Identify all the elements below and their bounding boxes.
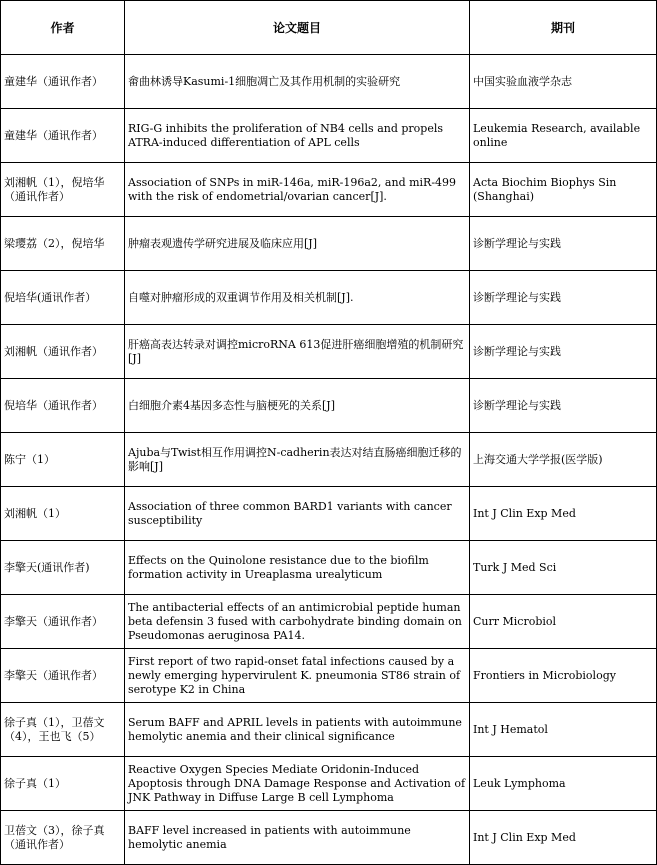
author-cell: 李擎天（通讯作者） [1,595,125,649]
title-cell: 畲曲林诱导Kasumi-1细胞凋亡及其作用机制的实验研究 [125,55,470,109]
title-cell: First report of two rapid-onset fatal infections caused by a newly emerging hypervirulent K. pneumonia ST86 strain of serotype K2 in China [125,649,470,703]
title-cell: Association of three common BARD1 variants with cancer susceptibility [125,487,470,541]
table-row [1,487,657,541]
table-row [1,325,657,379]
title-cell: 肿瘤表观遗传学研究进展及临床应用[J] [125,217,470,271]
author-cell: 倪培华(通讯作者） [1,271,125,325]
journal-cell: 中国实验血液学杂志 [470,55,657,109]
journal-cell: Frontiers in Microbiology [470,649,657,703]
author-cell: 童建华（通讯作者） [1,109,125,163]
title-cell: The antibacterial effects of an antimicrobial peptide human beta defensin 3 fused with carbohydrate binding domain on Pseudomonas aeruginosa PA14. [125,595,470,649]
journal-cell: Int J Hematol [470,703,657,757]
journal-cell: Acta Biochim Biophys Sin (Shanghai) [470,163,657,217]
title-cell: Association of SNPs in miR-146a, miR-196a2, and miR-499 with the risk of endometrial/ovarian cancer[J]. [125,163,470,217]
journal-cell: Leuk Lymphoma [470,757,657,811]
title-cell: BAFF level increased in patients with autoimmune hemolytic anemia [125,811,470,865]
author-cell: 李擎天（通讯作者） [1,649,125,703]
journal-cell: 诊断学理论与实践 [470,271,657,325]
author-cell: 李擎天(通讯作者) [1,541,125,595]
table-row [1,55,657,109]
table-row [1,595,657,649]
author-cell: 梁璎荔（2），倪培华 [1,217,125,271]
journal-cell: Int J Clin Exp Med [470,811,657,865]
table-row [1,703,657,757]
header-author: 作者 [1,1,125,55]
header-title: 论文题目 [125,1,470,55]
table-row [1,271,657,325]
table-row [1,541,657,595]
table-row [1,757,657,811]
journal-cell: Leukemia Research, available online [470,109,657,163]
title-cell: Ajuba与Twist相互作用调控N-cadherin表达对结直肠癌细胞迁移的影响[J] [125,433,470,487]
author-cell: 卫蓓文（3），徐子真（通讯作者） [1,811,125,865]
author-cell: 刘湘帆（通讯作者） [1,325,125,379]
author-cell: 陈宁（1） [1,433,125,487]
journal-cell: Int J Clin Exp Med [470,487,657,541]
author-cell: 刘湘帆（1），倪培华（通讯作者） [1,163,125,217]
title-cell: Reactive Oxygen Species Mediate Oridonin-Induced Apoptosis through DNA Damage Response and Activation of JNK Pathway in Diffuse Large B cell Lymphoma [125,757,470,811]
table-row [1,379,657,433]
title-cell: 自噬对肿瘤形成的双重调节作用及相关机制[J]. [125,271,470,325]
title-cell: RIG-G inhibits the proliferation of NB4 cells and propels ATRA-induced differentiation of APL cells [125,109,470,163]
journal-cell: Curr Microbiol [470,595,657,649]
table-row [1,811,657,865]
table-row [1,217,657,271]
table-row [1,433,657,487]
header-journal: 期刊 [470,1,657,55]
author-cell: 刘湘帆（1） [1,487,125,541]
author-cell: 徐子真（1） [1,757,125,811]
author-cell: 徐子真（1），卫蓓文（4），王也飞（5） [1,703,125,757]
journal-cell: Turk J Med Sci [470,541,657,595]
title-cell: Serum BAFF and APRIL levels in patients with autoimmune hemolytic anemia and their clinical significance [125,703,470,757]
author-cell: 童建华（通讯作者） [1,55,125,109]
title-cell: Effects on the Quinolone resistance due to the biofilm formation activity in Ureaplasma urealyticum [125,541,470,595]
table-row [1,163,657,217]
journal-cell: 诊断学理论与实践 [470,379,657,433]
author-cell: 倪培华（通讯作者） [1,379,125,433]
table-row [1,649,657,703]
journal-cell: 上海交通大学学报(医学版) [470,433,657,487]
journal-cell: 诊断学理论与实践 [470,325,657,379]
header-row [1,1,657,55]
journal-cell: 诊断学理论与实践 [470,217,657,271]
table-row [1,109,657,163]
title-cell: 肝癌高表达转录对调控microRNA 613促进肝癌细胞增殖的机制研究[J] [125,325,470,379]
title-cell: 白细胞介素4基因多态性与脑梗死的关系[J] [125,379,470,433]
